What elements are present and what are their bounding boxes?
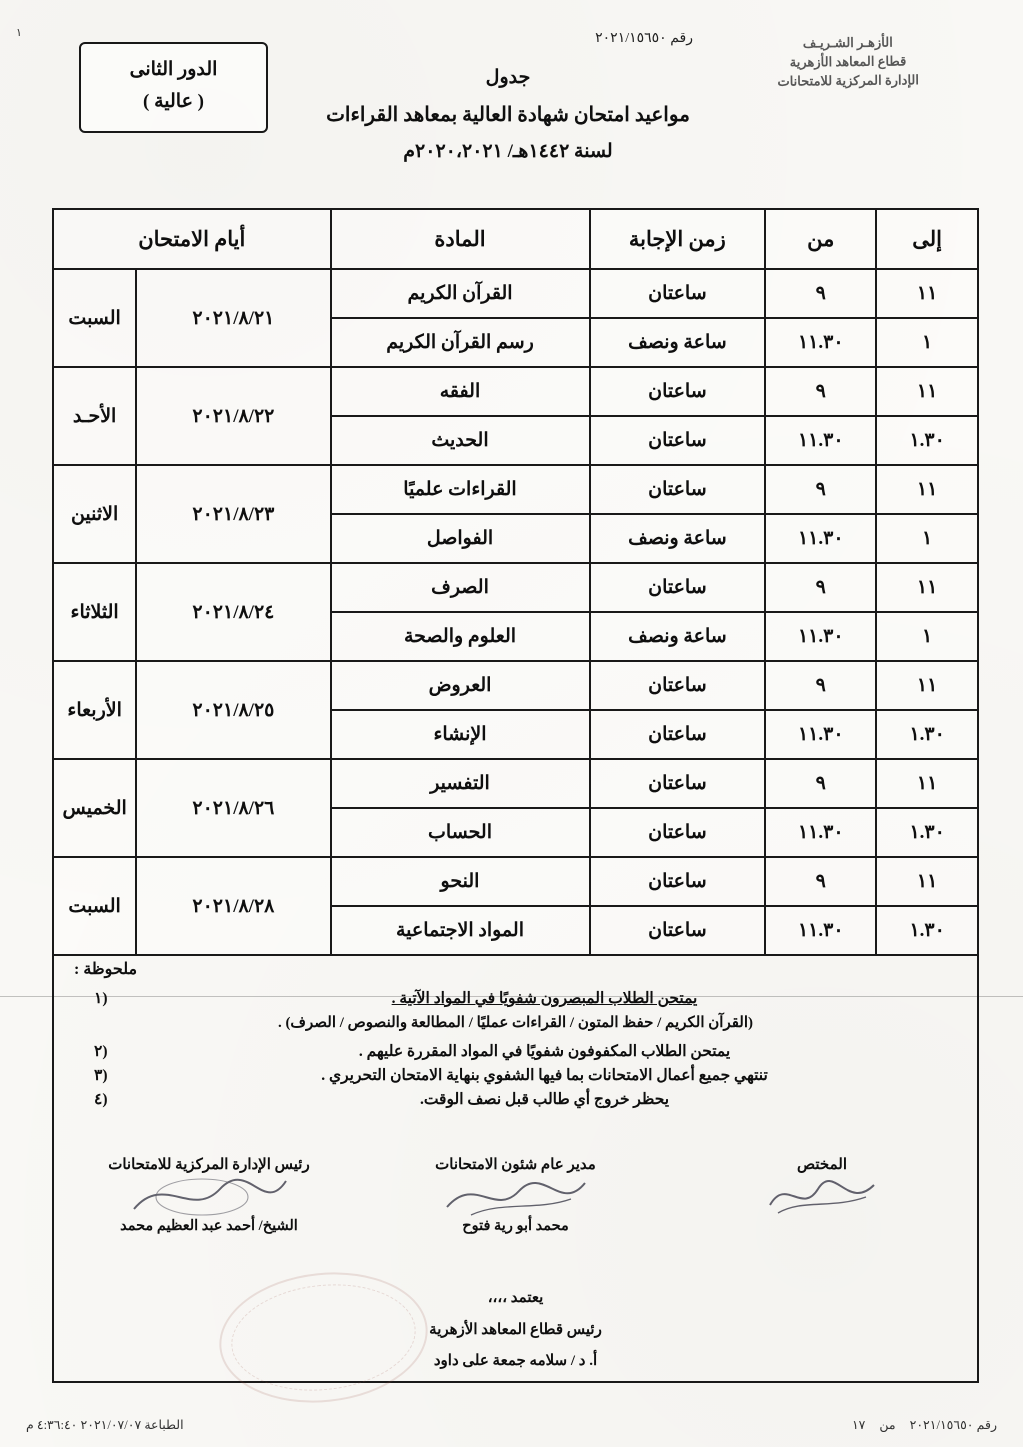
approval-line-2: رئيس قطاع المعاهد الأزهرية <box>429 1321 602 1338</box>
approval-line-1: يعتمد ،،،، <box>487 1290 544 1306</box>
cell-subject: الحساب <box>331 808 590 857</box>
letterhead-line-3: الإدارة المركزية للامتحانات <box>777 71 920 89</box>
cell-exam-date: ٢٠٢١/٨/٢٢ <box>136 367 330 465</box>
cell-time-to: ١ <box>876 318 978 367</box>
note-marker: (٤ <box>94 1091 108 1108</box>
cell-duration: ساعتان <box>590 465 766 514</box>
note-item <box>68 989 963 1008</box>
cell-subject: الفواصل <box>331 514 590 563</box>
header-exam-days: أيام الامتحان <box>53 209 331 269</box>
cell-exam-date: ٢٠٢١/٨/٢٣ <box>136 465 330 563</box>
exam-round-box <box>79 42 268 133</box>
cell-duration: ساعتان <box>590 416 766 465</box>
cell-time-from: ٩ <box>765 661 876 710</box>
cell-time-to: ١.٣٠ <box>876 710 978 759</box>
approval-line-3: أ. د / سلامه جمعة على داود <box>433 1353 598 1369</box>
cell-subject: الإنشاء <box>331 710 590 759</box>
cell-subject: النحو <box>331 857 590 906</box>
cell-exam-day: الثلاثاء <box>53 563 136 661</box>
exam-round-line-2: ( عالية ) <box>143 91 204 113</box>
cell-time-from: ١١.٣٠ <box>765 710 876 759</box>
cell-exam-date: ٢٠٢١/٨/٢٨ <box>136 857 330 955</box>
note-text: تنتهي جميع أعمال الامتحانات بما فيها الشفوي بنهاية الامتحان التحريري . <box>321 1067 768 1084</box>
cell-duration: ساعتان <box>590 759 766 808</box>
signature-left <box>58 1155 360 1235</box>
cell-time-from: ١١.٣٠ <box>765 612 876 661</box>
note-text: يمتحن الطلاب المكفوفون شفويًا في المواد المقررة عليهم . <box>358 1043 731 1060</box>
cell-time-to: ١١ <box>876 857 978 906</box>
cell-subject: العلوم والصحة <box>331 612 590 661</box>
header-subject: المادة <box>331 209 590 269</box>
exam-round-line-1: الدور الثانى <box>129 59 218 80</box>
table-row <box>53 563 978 612</box>
document-reference-number: رقم ٢٠٢١/١٥٦٥٠ <box>595 31 693 46</box>
note-marker: (٢ <box>94 1043 108 1060</box>
footer-page-mark: ١٧ <box>851 1418 866 1432</box>
cell-time-from: ٩ <box>765 465 876 514</box>
cell-time-from: ١١.٣٠ <box>765 906 876 955</box>
cell-time-to: ١.٣٠ <box>876 416 978 465</box>
signature-right-role: المختص <box>797 1157 848 1173</box>
table-row <box>53 759 978 808</box>
footer-page-label: من <box>879 1418 896 1432</box>
cell-time-to: ١١ <box>876 367 978 416</box>
note-item <box>68 1042 963 1061</box>
cell-time-from: ١١.٣٠ <box>765 808 876 857</box>
cell-subject: رسم القرآن الكريم <box>331 318 590 367</box>
letterhead-line-1: الأزهـر الشـريـف <box>802 34 893 51</box>
handwritten-signature-icon <box>124 1171 294 1223</box>
cell-duration: ساعتان <box>590 563 766 612</box>
cell-time-to: ١١ <box>876 269 978 318</box>
cell-exam-day: الأربعاء <box>53 661 136 759</box>
cell-time-to: ١ <box>876 612 978 661</box>
signature-middle-role: مدير عام شئون الامتحانات <box>435 1157 596 1173</box>
cell-time-to: ١.٣٠ <box>876 906 978 955</box>
cell-subject: الحديث <box>331 416 590 465</box>
header-to: إلى <box>876 209 978 269</box>
cell-duration: ساعتان <box>590 269 766 318</box>
note-item <box>68 1066 963 1085</box>
notes-title: ملحوظة : <box>74 961 138 978</box>
cell-time-from: ٩ <box>765 563 876 612</box>
letterhead-line-2: قطاع المعاهد الأزهرية <box>789 53 907 70</box>
table-header-row <box>53 209 978 269</box>
cell-time-from: ١١.٣٠ <box>765 318 876 367</box>
signature-left-role: رئيس الإدارة المركزية للامتحانات <box>108 1157 310 1173</box>
cell-duration: ساعتان <box>590 906 766 955</box>
note-subtext: (القرآن الكريم / حفظ المتون / القراءات عمليًا / المطالعة والنصوص / الصرف) . <box>277 1015 754 1031</box>
table-row <box>53 465 978 514</box>
cell-duration: ساعة ونصف <box>590 612 766 661</box>
footer-reference-number: رقم ٢٠٢١/١٥٦٥٠ <box>909 1418 997 1432</box>
cell-time-to: ١.٣٠ <box>876 808 978 857</box>
table-row <box>53 857 978 906</box>
title-line-3: لسنة ١٤٤٢هـ/ ٢٠٢٠،٢٠٢١م <box>403 141 613 163</box>
schedule-table <box>52 208 979 956</box>
cell-time-to: ١١ <box>876 563 978 612</box>
signature-left-name: الشيخ/ أحمد عبد العظيم محمد <box>120 1218 298 1234</box>
cell-time-from: ٩ <box>765 367 876 416</box>
cell-duration: ساعتان <box>590 857 766 906</box>
cell-exam-date: ٢٠٢١/٨/٢٤ <box>136 563 330 661</box>
footer-print-info: الطباعة ٢٠٢١/٠٧/٠٧ ٤:٣٦:٤٠ م <box>26 1418 184 1432</box>
cell-time-to: ١١ <box>876 759 978 808</box>
cell-time-to: ١١ <box>876 661 978 710</box>
note-marker: (٣ <box>94 1067 108 1084</box>
approval-block <box>58 1283 973 1378</box>
cell-time-to: ١١ <box>876 465 978 514</box>
signature-right <box>671 1155 973 1235</box>
cell-time-from: ٩ <box>765 857 876 906</box>
handwritten-signature-icon <box>762 1171 882 1219</box>
cell-exam-day: الأحـد <box>53 367 136 465</box>
table-row <box>53 661 978 710</box>
cell-duration: ساعة ونصف <box>590 318 766 367</box>
notes-list <box>68 989 963 1109</box>
table-row <box>53 367 978 416</box>
signature-middle <box>365 1155 667 1235</box>
handwritten-signature-icon <box>441 1171 591 1221</box>
corner-page-number: ١ <box>16 27 22 39</box>
cell-exam-date: ٢٠٢١/٨/٢٥ <box>136 661 330 759</box>
cell-subject: الصرف <box>331 563 590 612</box>
header-duration: زمن الإجابة <box>590 209 766 269</box>
cell-exam-day: الخميس <box>53 759 136 857</box>
cell-subject: القراءات علميًا <box>331 465 590 514</box>
cell-subject: المواد الاجتماعية <box>331 906 590 955</box>
cell-duration: ساعتان <box>590 661 766 710</box>
signatures-area <box>58 1155 973 1395</box>
cell-time-from: ١١.٣٠ <box>765 514 876 563</box>
cell-exam-day: الاثنين <box>53 465 136 563</box>
note-text: يمتحن الطلاب المبصرون شفويًا في المواد الآتية . <box>391 990 698 1007</box>
cell-duration: ساعتان <box>590 710 766 759</box>
schedule-table-container <box>52 208 979 956</box>
cell-subject: العروض <box>331 661 590 710</box>
signature-middle-name: محمد أبو رية فتوح <box>462 1218 569 1234</box>
cell-subject: الفقه <box>331 367 590 416</box>
cell-exam-date: ٢٠٢١/٨/٢١ <box>136 269 330 367</box>
footer-right-group <box>852 1417 997 1433</box>
cell-exam-day: السبت <box>53 269 136 367</box>
cell-duration: ساعة ونصف <box>590 514 766 563</box>
azhar-letterhead <box>713 33 984 92</box>
signature-row <box>58 1155 973 1235</box>
document-title <box>293 60 723 170</box>
header-from: من <box>765 209 876 269</box>
note-text: يحظر خروج أي طالب قبل نصف الوقت. <box>419 1091 670 1108</box>
cell-time-to: ١ <box>876 514 978 563</box>
title-line-1: جدول <box>485 67 531 88</box>
cell-time-from: ٩ <box>765 269 876 318</box>
table-row <box>53 269 978 318</box>
cell-duration: ساعتان <box>590 367 766 416</box>
cell-exam-day: السبت <box>53 857 136 955</box>
cell-time-from: ٩ <box>765 759 876 808</box>
cell-exam-date: ٢٠٢١/٨/٢٦ <box>136 759 330 857</box>
note-item <box>68 1090 963 1109</box>
note-marker: (١ <box>94 990 108 1007</box>
cell-duration: ساعتان <box>590 808 766 857</box>
title-line-2: مواعيد امتحان شهادة العالية بمعاهد القراءات <box>326 104 690 127</box>
cell-time-from: ١١.٣٠ <box>765 416 876 465</box>
cell-subject: القرآن الكريم <box>331 269 590 318</box>
page-footer <box>0 1417 1023 1433</box>
cell-subject: التفسير <box>331 759 590 808</box>
